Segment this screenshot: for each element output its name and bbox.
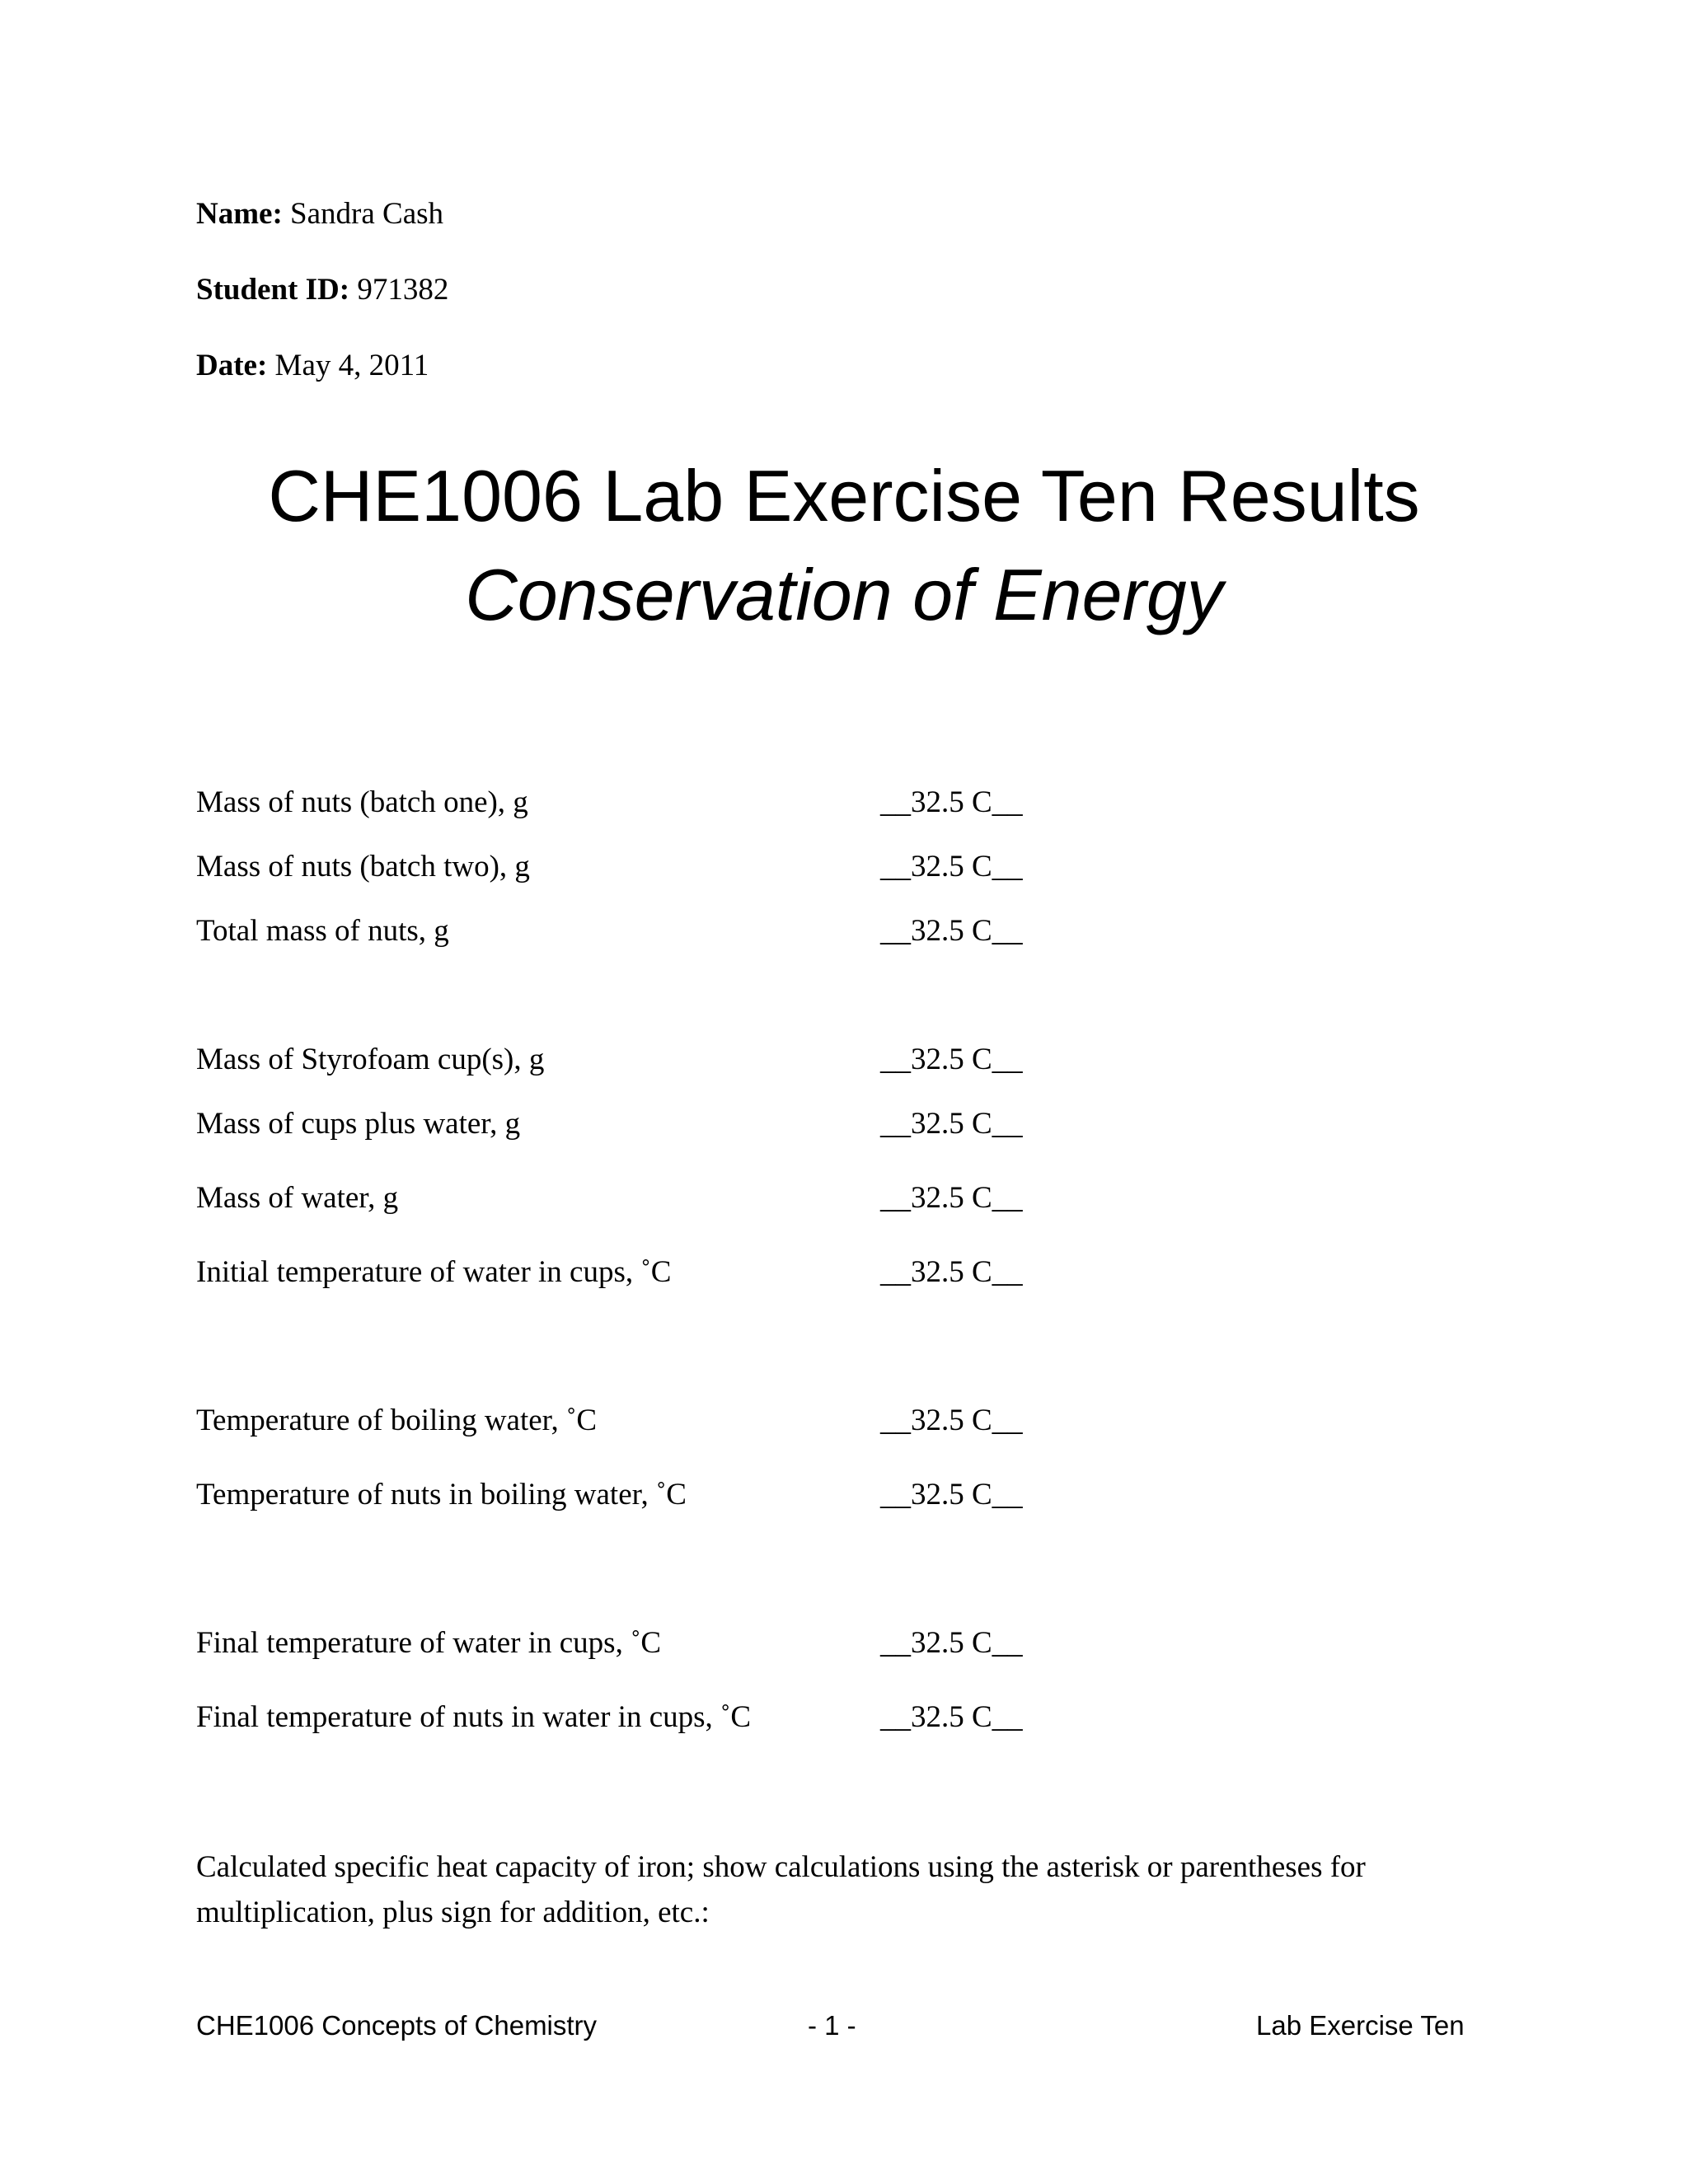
result-value: __32.5 C__	[880, 1255, 1023, 1289]
footer-exercise: Lab Exercise Ten	[1256, 2010, 1465, 2041]
calculation-prompt: Calculated specific heat capacity of iron; show calculations using the asterisk or parentheses for multiplication, plus sign for addition, etc.:	[196, 1850, 1366, 1929]
student-id-value: 971382	[357, 273, 449, 307]
result-row	[196, 1179, 1103, 1218]
result-label: Final temperature of water in cups, ˚C	[196, 1626, 662, 1660]
result-value: __32.5 C__	[880, 1626, 1023, 1660]
result-label: Mass of water, g	[196, 1181, 399, 1215]
result-value: __32.5 C__	[880, 1478, 1023, 1511]
result-row	[196, 1624, 1103, 1663]
result-label: Temperature of nuts in boiling water, ˚C	[196, 1478, 687, 1511]
date-value: May 4, 2011	[274, 349, 429, 382]
result-value: __32.5 C__	[880, 850, 1023, 883]
result-label: Total mass of nuts, g	[196, 914, 449, 948]
result-row	[196, 912, 1103, 951]
result-label: Initial temperature of water in cups, ˚C	[196, 1255, 672, 1289]
page-number: - 1 -	[808, 2010, 856, 2041]
result-row	[196, 847, 1103, 887]
result-value: __32.5 C__	[880, 1043, 1023, 1076]
name-label: Name:	[196, 197, 283, 231]
result-value: __32.5 C__	[880, 1107, 1023, 1141]
result-label: Mass of Styrofoam cup(s), g	[196, 1043, 545, 1076]
date-line	[196, 348, 429, 384]
page-subtitle: Conservation of Energy	[465, 554, 1223, 635]
student-id-label: Student ID:	[196, 273, 350, 307]
result-row	[196, 1253, 1103, 1292]
result-row	[196, 1104, 1103, 1144]
result-row	[196, 783, 1103, 823]
result-row	[196, 1040, 1103, 1080]
result-value: __32.5 C__	[880, 1181, 1023, 1215]
page-title: CHE1006 Lab Exercise Ten Results	[268, 455, 1420, 537]
result-label: Mass of nuts (batch two), g	[196, 850, 530, 883]
result-row	[196, 1698, 1103, 1737]
result-row	[196, 1401, 1103, 1441]
result-label: Mass of nuts (batch one), g	[196, 785, 528, 819]
result-value: __32.5 C__	[880, 1404, 1023, 1437]
result-value: __32.5 C__	[880, 785, 1023, 819]
result-value: __32.5 C__	[880, 914, 1023, 948]
result-label: Temperature of boiling water, ˚C	[196, 1404, 598, 1437]
result-row	[196, 1475, 1103, 1515]
result-value: __32.5 C__	[880, 1700, 1023, 1734]
footer-course: CHE1006 Concepts of Chemistry	[196, 2010, 598, 2041]
result-label: Final temperature of nuts in water in cups, ˚C	[196, 1700, 752, 1734]
student-id-line	[196, 272, 448, 308]
name-line	[196, 196, 443, 232]
name-value: Sandra Cash	[290, 197, 444, 231]
result-label: Mass of cups plus water, g	[196, 1107, 521, 1141]
date-label: Date:	[196, 349, 268, 382]
